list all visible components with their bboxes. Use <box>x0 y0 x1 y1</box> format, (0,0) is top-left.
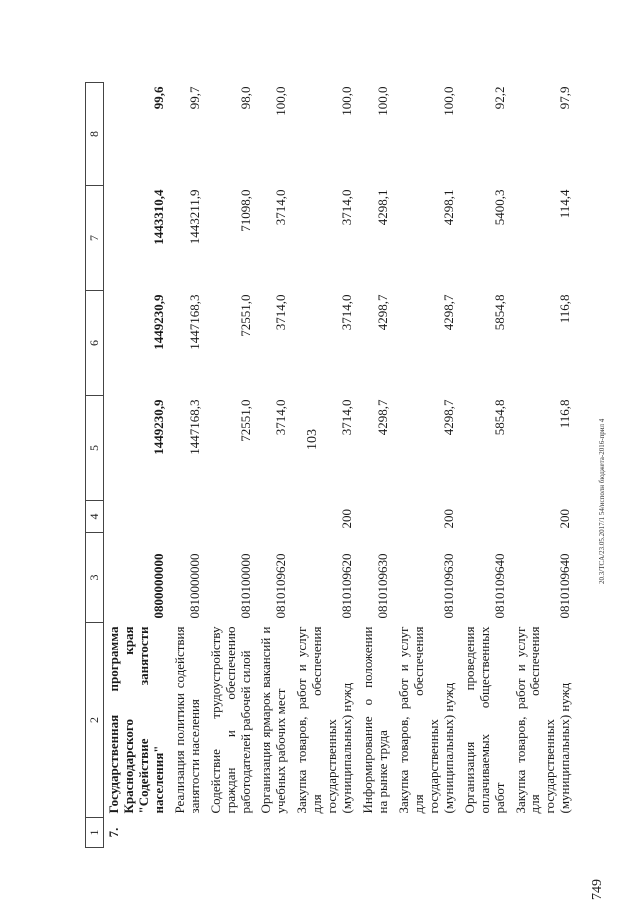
executed-amount: 1443211,9 <box>186 189 202 245</box>
row-number <box>170 818 206 848</box>
col-number: 8 <box>86 83 104 186</box>
executed-amount: 4298,1 <box>375 189 390 226</box>
executed-amount: 71098,0 <box>237 189 253 232</box>
table-row <box>256 83 292 848</box>
row-number <box>358 818 394 848</box>
column-number-row <box>86 83 104 848</box>
kbk-code: 0810000000 <box>186 553 202 619</box>
row-number <box>394 818 460 848</box>
refined-amount: 4298,7 <box>440 294 456 331</box>
approved-amount: 4298,7 <box>440 399 456 436</box>
page-number: 103 <box>305 429 320 450</box>
execution-percent: 100,0 <box>375 86 390 116</box>
expense-type <box>460 501 511 533</box>
approved-amount: 1447168,3 <box>186 399 202 455</box>
corner-page-number: 749 <box>590 879 605 900</box>
col-number: 3 <box>86 533 104 623</box>
approved-amount: 1449230,9 <box>150 399 166 455</box>
table-row <box>511 83 577 848</box>
execution-percent: 97,9 <box>557 86 573 110</box>
col-number: 4 <box>86 501 104 533</box>
row-number <box>460 818 511 848</box>
refined-amount: 116,8 <box>557 294 573 324</box>
refined-amount: 5854,8 <box>491 294 507 331</box>
approved-amount: 5854,8 <box>491 399 507 436</box>
budget-table <box>85 82 576 848</box>
rotated-table-region <box>85 83 605 848</box>
col-number: 7 <box>86 186 104 291</box>
row-name: Закупка товаров, работ и услуг для обеспечения государственных (муниципальных) нужд <box>294 626 355 814</box>
executed-amount: 4298,1 <box>440 189 456 226</box>
refined-amount: 1447168,3 <box>186 294 202 350</box>
kbk-code: 0810109640 <box>557 553 573 619</box>
executed-amount: 114,4 <box>557 189 573 219</box>
col-number: 2 <box>86 623 104 818</box>
approved-amount: 72551,0 <box>237 399 253 442</box>
expense-type: 200 <box>440 509 456 529</box>
execution-percent: 99,6 <box>150 86 166 110</box>
table-row <box>292 83 358 848</box>
table-row <box>206 83 257 848</box>
executed-amount: 3714,0 <box>339 189 355 226</box>
execution-percent: 100,0 <box>440 86 456 116</box>
row-number <box>292 818 358 848</box>
expense-type <box>104 501 170 533</box>
row-name: Государственная программа Краснодарского края "Содействие занятости населения" <box>106 626 166 814</box>
expense-type <box>358 501 394 533</box>
col-number: 5 <box>86 396 104 501</box>
approved-amount: 3714,0 <box>339 399 355 436</box>
kbk-code: 0810109620 <box>339 553 355 619</box>
refined-amount: 3714,0 <box>339 294 355 331</box>
expense-type <box>206 501 257 533</box>
expense-type <box>170 501 206 533</box>
col-number: 1 <box>86 818 104 848</box>
row-name: Закупка товаров, работ и услуг для обеспечения государственных (муниципальных) нужд <box>512 626 573 814</box>
execution-percent: 98,0 <box>237 86 253 110</box>
execution-percent: 92,2 <box>491 86 507 110</box>
row-name: Закупка товаров, работ и услуг для обеспечения государственных (муниципальных) нужд <box>395 626 456 814</box>
kbk-code: 0810109630 <box>375 553 390 619</box>
kbk-code: 0810100000 <box>237 553 253 619</box>
execution-percent: 99,7 <box>186 86 202 110</box>
refined-amount: 1449230,9 <box>150 294 166 350</box>
row-name: Организация проведения оплачиваемых общественных работ <box>461 626 507 814</box>
kbk-code: 0810109620 <box>273 553 289 619</box>
kbk-code: 0810109630 <box>440 553 456 619</box>
refined-amount: 4298,7 <box>375 294 390 331</box>
row-name: Содействие трудоустройству граждан и обеспечению работодателей рабочей силой <box>207 626 253 814</box>
refined-amount: 3714,0 <box>273 294 289 331</box>
executed-amount: 3714,0 <box>273 189 289 226</box>
row-number <box>206 818 257 848</box>
footer-stamp: 20.3/TCA/23.05.2017/1 54/исполн бюджета-2016-прил 4 <box>598 418 606 584</box>
table-row <box>460 83 511 848</box>
table-row <box>104 83 170 848</box>
executed-amount: 5400,3 <box>491 189 507 226</box>
table-row <box>170 83 206 848</box>
col-number: 6 <box>86 291 104 396</box>
row-number: 7. <box>106 827 121 838</box>
approved-amount: 3714,0 <box>273 399 289 436</box>
row-name: Реализация политики содействия занятости населения <box>171 626 202 814</box>
row-number <box>511 818 577 848</box>
kbk-code: 0800000000 <box>150 553 166 619</box>
approved-amount: 4298,7 <box>375 399 390 436</box>
table-row <box>358 83 394 848</box>
expense-type: 200 <box>557 509 573 529</box>
execution-percent: 100,0 <box>273 86 289 116</box>
approved-amount: 116,8 <box>557 399 573 429</box>
expense-type: 200 <box>339 509 355 529</box>
refined-amount: 72551,0 <box>237 294 253 337</box>
row-number <box>256 818 292 848</box>
execution-percent: 100,0 <box>339 86 355 116</box>
row-name: Информирование о положении на рынке труда <box>360 626 390 814</box>
table-row <box>394 83 460 848</box>
kbk-code: 0810109640 <box>491 553 507 619</box>
row-name: Организация ярмарок вакансий и учебных рабочих мест <box>258 626 289 814</box>
expense-type <box>256 501 292 533</box>
executed-amount: 1443310,4 <box>150 189 166 245</box>
